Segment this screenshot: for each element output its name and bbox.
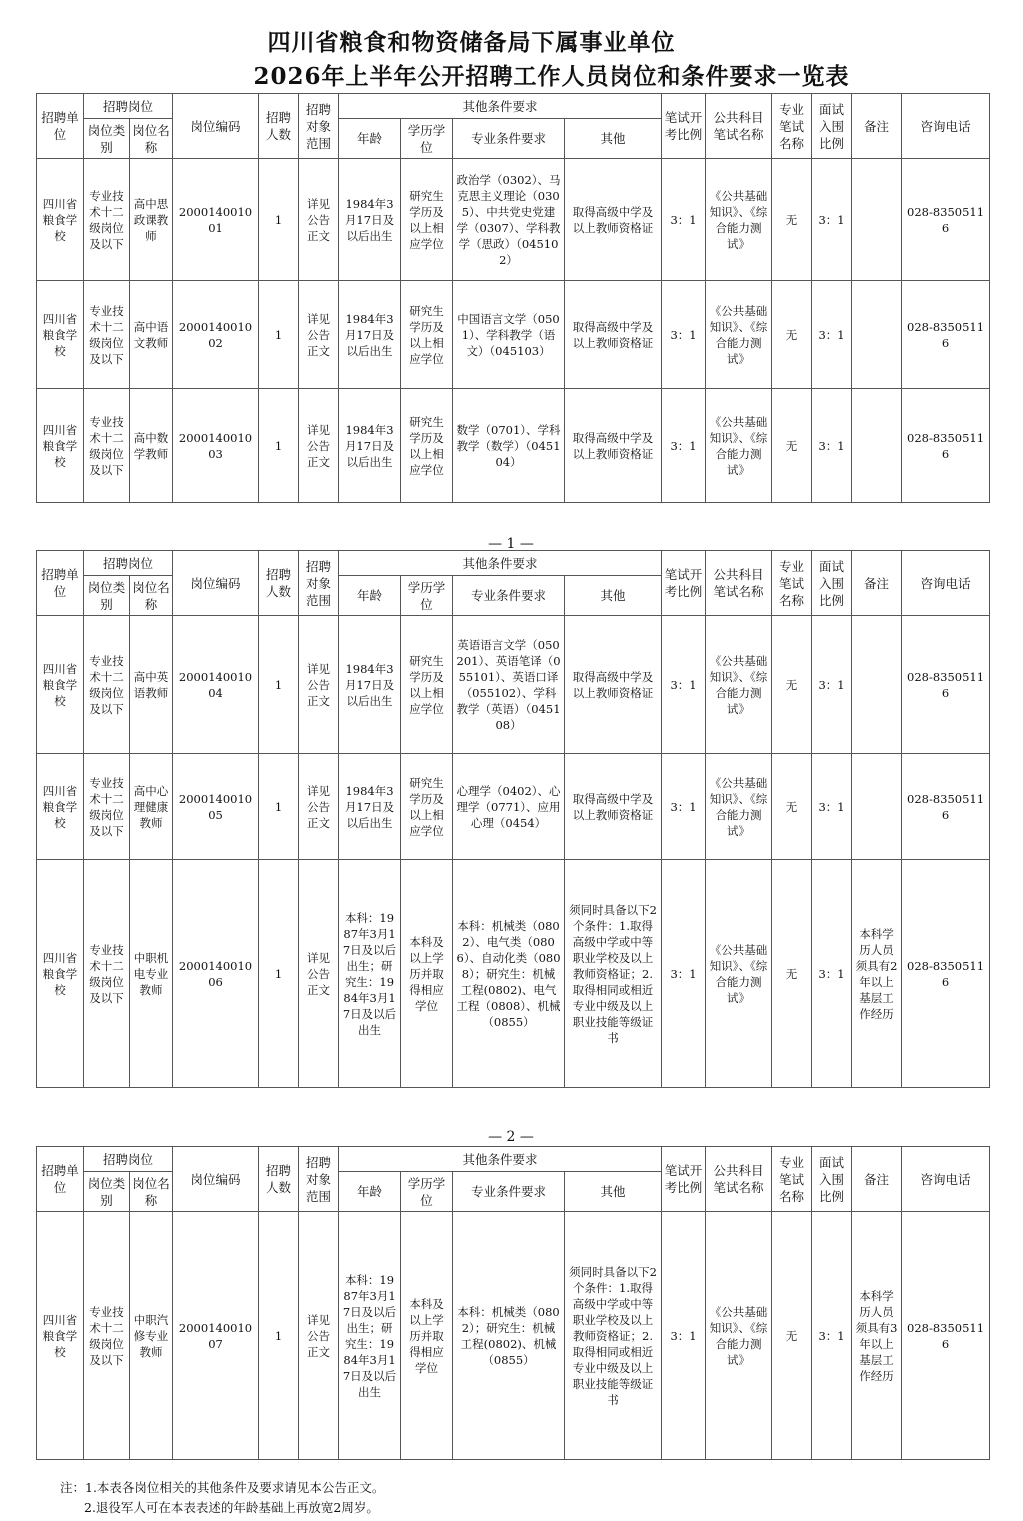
cell-public-exam: 《公共基础知识》、《综合能力测试》: [706, 159, 772, 281]
cell-pro-exam: 无: [772, 754, 812, 860]
table-row: [37, 1212, 990, 1460]
header-post-code: 岗位编码: [173, 551, 259, 616]
cell-scope: 详见公告正文: [299, 1212, 339, 1460]
cell-exam-ratio: 3：1: [662, 616, 706, 754]
header-scope: 招聘对象范围: [299, 551, 339, 616]
document-title-line2: 2026年上半年公开招聘工作人员岗位和条件要求一览表: [253, 63, 850, 90]
cell-interview-ratio: 3：1: [812, 159, 852, 281]
cell-count: 1: [259, 860, 299, 1088]
cell-pro-exam: 无: [772, 1212, 812, 1460]
cell-other: 须同时具备以下2个条件：1.取得高级中学或中等职业学校及以上教师资格证；2.取得相同或相近专业中级及以上职业技能等级证书: [565, 1212, 662, 1460]
cell-remark: 本科学历人员须具有3年以上基层工作经历: [852, 1212, 902, 1460]
header-post-code: 岗位编码: [173, 94, 259, 159]
cell-unit: 四川省粮食学校: [37, 860, 84, 1088]
cell-post-name: 高中语文教师: [130, 281, 173, 389]
cell-phone: 028-83505116: [902, 754, 990, 860]
cell-post-name: 中职汽修专业教师: [130, 1212, 173, 1460]
cell-exam-ratio: 3：1: [662, 1212, 706, 1460]
cell-post-type: 专业技术十二级岗位及以下: [84, 281, 130, 389]
header-phone: 咨询电话: [902, 1147, 990, 1212]
cell-major: 中国语言文学（0501）、学科教学（语文）（045103）: [453, 281, 565, 389]
header-unit: 招聘单位: [37, 551, 84, 616]
page-number: — 1 —: [488, 536, 534, 552]
cell-public-exam: 《公共基础知识》、《综合能力测试》: [706, 281, 772, 389]
cell-age: 1984年3月17日及以后出生: [339, 159, 401, 281]
header-count: 招聘人数: [259, 94, 299, 159]
footnote-2: 2.退役军人可在本表表述的年龄基础上再放宽2周岁。: [84, 1500, 379, 1515]
header-education: 学历学位: [401, 1172, 453, 1212]
header-post-name: 岗位名称: [130, 576, 173, 616]
header-age: 年龄: [339, 1172, 401, 1212]
cell-scope: 详见公告正文: [299, 754, 339, 860]
cell-post-code: 200014001005: [173, 754, 259, 860]
cell-interview-ratio: 3：1: [812, 389, 852, 503]
cell-other: 取得高级中学及以上教师资格证: [565, 281, 662, 389]
cell-education: 研究生学历及以上相应学位: [401, 281, 453, 389]
header-unit: 招聘单位: [37, 1147, 84, 1212]
cell-post-type: 专业技术十二级岗位及以下: [84, 754, 130, 860]
cell-major: 政治学（0302）、马克思主义理论（0305）、中共党史党建学（0307）、学科教学（思政）（045102）: [453, 159, 565, 281]
cell-post-name: 高中思政课教师: [130, 159, 173, 281]
cell-education: 本科及以上学历并取得相应学位: [401, 1212, 453, 1460]
cell-count: 1: [259, 281, 299, 389]
header-age: 年龄: [339, 119, 401, 159]
cell-major: 数学（0701）、学科教学（数学）（045104）: [453, 389, 565, 503]
cell-public-exam: 《公共基础知识》、《综合能力测试》: [706, 389, 772, 503]
cell-education: 研究生学历及以上相应学位: [401, 159, 453, 281]
cell-exam-ratio: 3：1: [662, 389, 706, 503]
cell-count: 1: [259, 1212, 299, 1460]
cell-remark: [852, 389, 902, 503]
cell-post-type: 专业技术十二级岗位及以下: [84, 1212, 130, 1460]
positions-table: [36, 550, 990, 1088]
cell-remark: [852, 281, 902, 389]
cell-public-exam: 《公共基础知识》、《综合能力测试》: [706, 616, 772, 754]
cell-public-exam: 《公共基础知识》、《综合能力测试》: [706, 860, 772, 1088]
header-other-conditions: 其他条件要求: [339, 94, 662, 119]
cell-scope: 详见公告正文: [299, 281, 339, 389]
cell-other: 取得高级中学及以上教师资格证: [565, 389, 662, 503]
table-row: [37, 281, 990, 389]
cell-education: 本科及以上学历并取得相应学位: [401, 860, 453, 1088]
cell-major: 心理学（0402）、心理学（0771）、应用心理（0454）: [453, 754, 565, 860]
cell-interview-ratio: 3：1: [812, 754, 852, 860]
cell-remark: [852, 754, 902, 860]
cell-exam-ratio: 3：1: [662, 860, 706, 1088]
header-post-group: 招聘岗位: [84, 94, 173, 119]
cell-unit: 四川省粮食学校: [37, 389, 84, 503]
cell-scope: 详见公告正文: [299, 159, 339, 281]
cell-phone: 028-83505116: [902, 159, 990, 281]
header-age: 年龄: [339, 576, 401, 616]
cell-phone: 028-83505116: [902, 860, 990, 1088]
header-interview-ratio: 面试入围比例: [812, 551, 852, 616]
table-row: [37, 616, 990, 754]
header-pro-exam: 专业笔试名称: [772, 94, 812, 159]
cell-other: 取得高级中学及以上教师资格证: [565, 159, 662, 281]
cell-post-code: 200014001003: [173, 389, 259, 503]
cell-count: 1: [259, 616, 299, 754]
header-exam-ratio: 笔试开考比例: [662, 1147, 706, 1212]
header-major: 专业条件要求: [453, 576, 565, 616]
cell-count: 1: [259, 159, 299, 281]
cell-age: 1984年3月17日及以后出生: [339, 281, 401, 389]
cell-pro-exam: 无: [772, 159, 812, 281]
cell-scope: 详见公告正文: [299, 860, 339, 1088]
cell-other: 取得高级中学及以上教师资格证: [565, 754, 662, 860]
header-other: 其他: [565, 576, 662, 616]
header-other-conditions: 其他条件要求: [339, 1147, 662, 1172]
header-count: 招聘人数: [259, 551, 299, 616]
cell-exam-ratio: 3：1: [662, 159, 706, 281]
cell-post-type: 专业技术十二级岗位及以下: [84, 616, 130, 754]
header-post-group: 招聘岗位: [84, 551, 173, 576]
header-scope: 招聘对象范围: [299, 1147, 339, 1212]
cell-other: 取得高级中学及以上教师资格证: [565, 616, 662, 754]
cell-post-name: 高中心理健康教师: [130, 754, 173, 860]
header-interview-ratio: 面试入围比例: [812, 94, 852, 159]
table-row: [37, 159, 990, 281]
cell-interview-ratio: 3：1: [812, 616, 852, 754]
cell-remark: [852, 616, 902, 754]
cell-other: 须同时具备以下2个条件：1.取得高级中学或中等职业学校及以上教师资格证；2.取得相同或相近专业中级及以上职业技能等级证书: [565, 860, 662, 1088]
cell-age: 1984年3月17日及以后出生: [339, 754, 401, 860]
header-pro-exam: 专业笔试名称: [772, 551, 812, 616]
cell-unit: 四川省粮食学校: [37, 281, 84, 389]
cell-education: 研究生学历及以上相应学位: [401, 616, 453, 754]
header-post-type: 岗位类别: [84, 576, 130, 616]
cell-unit: 四川省粮食学校: [37, 616, 84, 754]
table-row: [37, 754, 990, 860]
cell-post-code: 200014001006: [173, 860, 259, 1088]
footnote-1: 注：1.本表各岗位相关的其他条件及要求请见本公告正文。: [60, 1480, 385, 1495]
cell-count: 1: [259, 754, 299, 860]
table-row: [37, 860, 990, 1088]
header-remark: 备注: [852, 551, 902, 616]
header-exam-ratio: 笔试开考比例: [662, 94, 706, 159]
cell-education: 研究生学历及以上相应学位: [401, 389, 453, 503]
header-unit: 招聘单位: [37, 94, 84, 159]
cell-interview-ratio: 3：1: [812, 860, 852, 1088]
cell-unit: 四川省粮食学校: [37, 754, 84, 860]
header-phone: 咨询电话: [902, 94, 990, 159]
cell-unit: 四川省粮食学校: [37, 159, 84, 281]
header-pro-exam: 专业笔试名称: [772, 1147, 812, 1212]
cell-pro-exam: 无: [772, 389, 812, 503]
cell-pro-exam: 无: [772, 281, 812, 389]
cell-phone: 028-83505116: [902, 1212, 990, 1460]
cell-phone: 028-83505116: [902, 616, 990, 754]
table-row: [37, 389, 990, 503]
header-major: 专业条件要求: [453, 1172, 565, 1212]
cell-scope: 详见公告正文: [299, 389, 339, 503]
cell-pro-exam: 无: [772, 860, 812, 1088]
cell-phone: 028-83505116: [902, 281, 990, 389]
footnotes: [60, 1478, 384, 1518]
header-other-conditions: 其他条件要求: [339, 551, 662, 576]
header-remark: 备注: [852, 94, 902, 159]
cell-post-code: 200014001007: [173, 1212, 259, 1460]
header-interview-ratio: 面试入围比例: [812, 1147, 852, 1212]
cell-major: 英语语言文学（050201）、英语笔译（055101）、英语口译（055102）、学科教学（英语）（045108）: [453, 616, 565, 754]
cell-post-name: 高中英语教师: [130, 616, 173, 754]
header-exam-ratio: 笔试开考比例: [662, 551, 706, 616]
cell-public-exam: 《公共基础知识》、《综合能力测试》: [706, 1212, 772, 1460]
positions-table: [36, 93, 990, 503]
cell-age: 1984年3月17日及以后出生: [339, 616, 401, 754]
header-education: 学历学位: [401, 576, 453, 616]
header-post-type: 岗位类别: [84, 119, 130, 159]
cell-post-code: 200014001001: [173, 159, 259, 281]
header-post-name: 岗位名称: [130, 119, 173, 159]
cell-post-code: 200014001002: [173, 281, 259, 389]
positions-table: [36, 1146, 990, 1460]
header-other: 其他: [565, 1172, 662, 1212]
cell-remark: [852, 159, 902, 281]
cell-post-type: 专业技术十二级岗位及以下: [84, 860, 130, 1088]
cell-remark: 本科学历人员须具有2年以上基层工作经历: [852, 860, 902, 1088]
header-scope: 招聘对象范围: [299, 94, 339, 159]
header-public-exam: 公共科目笔试名称: [706, 551, 772, 616]
header-public-exam: 公共科目笔试名称: [706, 94, 772, 159]
cell-post-name: 高中数学教师: [130, 389, 173, 503]
cell-phone: 028-83505116: [902, 389, 990, 503]
cell-post-code: 200014001004: [173, 616, 259, 754]
cell-exam-ratio: 3：1: [662, 281, 706, 389]
cell-post-type: 专业技术十二级岗位及以下: [84, 389, 130, 503]
header-post-group: 招聘岗位: [84, 1147, 173, 1172]
header-education: 学历学位: [401, 119, 453, 159]
cell-post-name: 中职机电专业教师: [130, 860, 173, 1088]
cell-unit: 四川省粮食学校: [37, 1212, 84, 1460]
cell-post-type: 专业技术十二级岗位及以下: [84, 159, 130, 281]
header-post-code: 岗位编码: [173, 1147, 259, 1212]
cell-public-exam: 《公共基础知识》、《综合能力测试》: [706, 754, 772, 860]
cell-age: 本科：1987年3月17日及以后出生；研究生：1984年3月17日及以后出生: [339, 860, 401, 1088]
header-remark: 备注: [852, 1147, 902, 1212]
cell-age: 本科：1987年3月17日及以后出生；研究生：1984年3月17日及以后出生: [339, 1212, 401, 1460]
document-title-line1: 四川省粮食和物资储备局下属事业单位: [267, 29, 676, 56]
cell-education: 研究生学历及以上相应学位: [401, 754, 453, 860]
header-public-exam: 公共科目笔试名称: [706, 1147, 772, 1212]
cell-pro-exam: 无: [772, 616, 812, 754]
header-count: 招聘人数: [259, 1147, 299, 1212]
cell-interview-ratio: 3：1: [812, 1212, 852, 1460]
header-major: 专业条件要求: [453, 119, 565, 159]
cell-exam-ratio: 3：1: [662, 754, 706, 860]
cell-interview-ratio: 3：1: [812, 281, 852, 389]
header-post-type: 岗位类别: [84, 1172, 130, 1212]
header-other: 其他: [565, 119, 662, 159]
header-phone: 咨询电话: [902, 551, 990, 616]
cell-age: 1984年3月17日及以后出生: [339, 389, 401, 503]
cell-major: 本科：机械类（0802）、电气类（0806）、自动化类（0808）；研究生：机械工程(0802)、电气工程（0808）、机械（0855）: [453, 860, 565, 1088]
header-post-name: 岗位名称: [130, 1172, 173, 1212]
cell-count: 1: [259, 389, 299, 503]
cell-scope: 详见公告正文: [299, 616, 339, 754]
page-number: — 2 —: [488, 1129, 534, 1145]
cell-major: 本科：机械类（0802）；研究生：机械工程(0802)、机械（0855）: [453, 1212, 565, 1460]
